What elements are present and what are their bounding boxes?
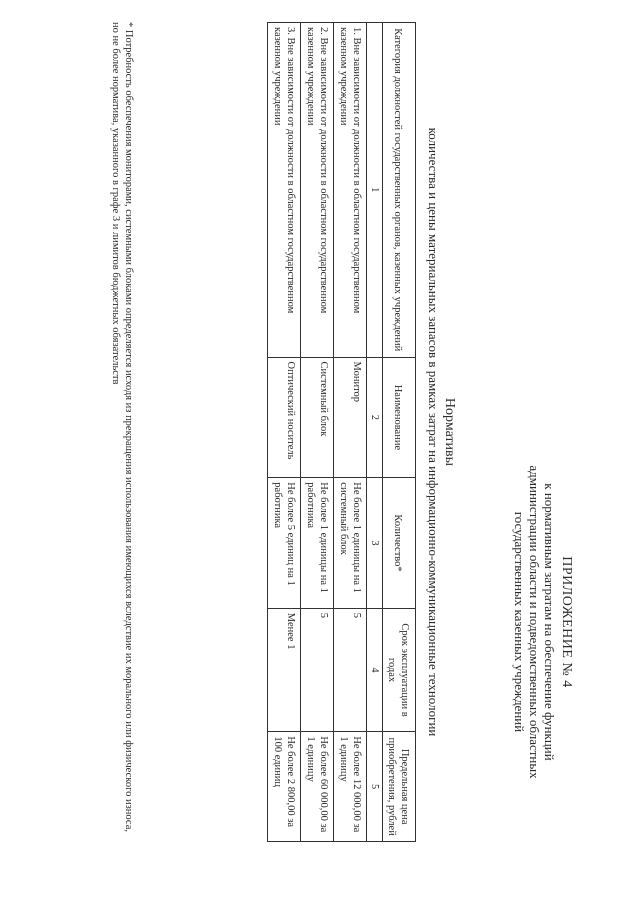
table-cell: 2. Вне зависимости от должности в областном государственном казенном учреждении xyxy=(301,23,334,358)
column-number: 5 xyxy=(367,732,383,842)
footnote: * Потребность обеспечения мониторами, системными блоками определяется исходя из прекращения использования имеющихся вследствие их морального или физического износа, но не более норматива, указанного в графе 3 и лимитов бюджетных обязательств xyxy=(110,22,134,832)
table-cell: Не более 60 000,00 за 1 единицу xyxy=(301,732,334,842)
column-number: 1 xyxy=(367,23,383,358)
table-cell: 3. Вне зависимости от должности в областном государственном казенном учреждении xyxy=(268,23,301,358)
appendix-number: ПРИЛОЖЕНИЕ № 4 xyxy=(559,556,574,688)
column-header: Предельная цена приобретения, рублей xyxy=(383,732,416,842)
appendix-header xyxy=(512,422,574,822)
column-number: 2 xyxy=(367,357,383,478)
table-cell: Не более 5 единиц на 1 работника xyxy=(268,478,301,608)
table-row xyxy=(268,23,301,842)
norms-table xyxy=(267,22,416,842)
table-cell: 1. Вне зависимости от должности в областном государственном казенном учреждении xyxy=(334,23,367,358)
column-header: Количество* xyxy=(383,478,416,608)
appendix-line-1: к нормативным затратам на обеспечение функций xyxy=(542,483,557,761)
table-cell: Не более 12 000,00 за 1 единицу xyxy=(334,732,367,842)
column-header: Наименование xyxy=(383,357,416,478)
table-cell: 5 xyxy=(334,608,367,732)
table-cell: Не более 1 единицы на 1 работника xyxy=(301,478,334,608)
column-number: 3 xyxy=(367,478,383,608)
title-line-1: Нормативы xyxy=(442,397,457,467)
table-cell: Менее 1 xyxy=(268,608,301,732)
column-number: 4 xyxy=(367,608,383,732)
table-cell: Монитор xyxy=(334,357,367,478)
column-header: Срок эксплуатации в годах xyxy=(383,608,416,732)
table-row xyxy=(334,23,367,842)
table-cell: Не более 2 800,00 за 100 единиц xyxy=(268,732,301,842)
table-cell: Не более 1 единицы на 1 системный блок xyxy=(334,478,367,608)
table-header-row xyxy=(383,23,416,842)
rotated-content xyxy=(40,22,580,842)
column-number-row xyxy=(367,23,383,842)
table-cell: Оптический носитель xyxy=(268,357,301,478)
column-header: Категория должностей государственных органов, казенных учреждений xyxy=(383,23,416,358)
table-row xyxy=(301,23,334,842)
appendix-line-2: администрации области и подведомственных областных xyxy=(527,465,542,779)
table-cell: Системный блок xyxy=(301,357,334,478)
document-title xyxy=(425,22,457,842)
table-cell: 5 xyxy=(301,608,334,732)
title-line-2: количества и цены материальных запасов в рамках затрат на информационно-коммуникационные технологии xyxy=(426,127,441,737)
appendix-line-3: государственных казенных учреждений xyxy=(512,511,527,733)
